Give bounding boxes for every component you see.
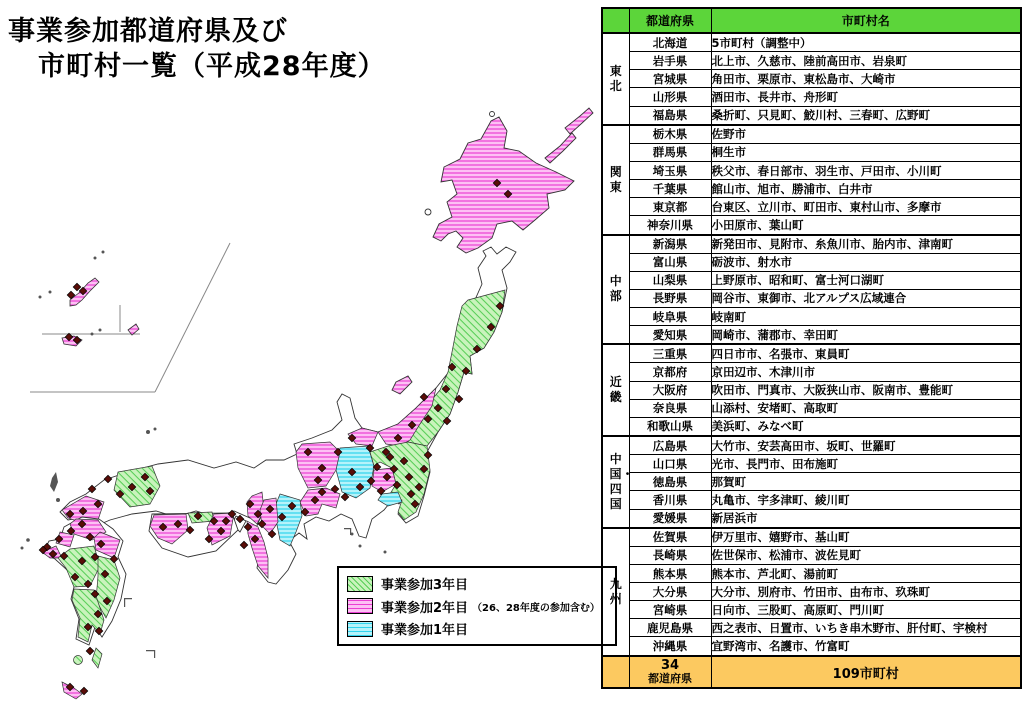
- municipalities-cell: 吹田市、門真市、大阪狭山市、阪南市、豊能町: [711, 381, 1021, 399]
- honshu-colored-prefectures: [62, 290, 505, 578]
- table-row: [602, 381, 1021, 399]
- legend-label: 事業参加1年目: [381, 623, 469, 638]
- table-row: [602, 601, 1021, 619]
- municipalities-cell: 那賀町: [711, 473, 1021, 491]
- table-row: [602, 546, 1021, 564]
- table-footer-row: [602, 656, 1021, 688]
- prefecture-cell: 徳島県: [629, 473, 711, 491]
- table-row: [602, 125, 1021, 144]
- prefecture-cell: 愛知県: [629, 326, 711, 345]
- municipalities-cell: 桐生市: [711, 143, 1021, 161]
- region-label: 中部: [602, 235, 629, 345]
- prefecture-cell: 熊本県: [629, 564, 711, 582]
- prefecture-cell: 大分県: [629, 583, 711, 601]
- table-row: [602, 216, 1021, 235]
- prefecture-cell: 三重県: [629, 344, 711, 363]
- municipalities-cell: 大竹市、安芸高田市、坂町、世羅町: [711, 436, 1021, 455]
- footer-prefecture-total: [629, 656, 711, 688]
- table-row: [602, 161, 1021, 179]
- municipalities-cell: 岐南町: [711, 308, 1021, 326]
- table-header-municipalities: 市町村名: [711, 8, 1021, 33]
- region-label: 近畿: [602, 344, 629, 436]
- prefecture-cell: 宮城県: [629, 70, 711, 88]
- prefecture-cell: 和歌山県: [629, 417, 711, 436]
- table-row: [602, 33, 1021, 52]
- table-row: [602, 436, 1021, 455]
- prefecture-cell: 京都府: [629, 363, 711, 381]
- municipalities-cell: 美浜町、みなべ町: [711, 417, 1021, 436]
- municipalities-cell: 山添村、安堵町、高取町: [711, 399, 1021, 417]
- prefecture-cell: 長野県: [629, 289, 711, 307]
- prefecture-cell: 大阪府: [629, 381, 711, 399]
- table-row: [602, 308, 1021, 326]
- table-row: [602, 637, 1021, 656]
- table-row: [602, 455, 1021, 473]
- table-row: [602, 271, 1021, 289]
- prefecture-table: [601, 7, 1022, 689]
- municipalities-cell: 上野原市、昭和町、富士河口湖町: [711, 271, 1021, 289]
- prefecture-cell: 岐阜県: [629, 308, 711, 326]
- table-row: [602, 106, 1021, 125]
- municipalities-cell: 西之表市、日置市、いちき串木野市、肝付町、宇検村: [711, 619, 1021, 637]
- footer-municipality-total: 109市町村: [711, 656, 1021, 688]
- municipalities-cell: 酒田市、長井市、舟形町: [711, 88, 1021, 106]
- okinawa-inset: [30, 243, 230, 392]
- table-row: [602, 253, 1021, 271]
- table-row: [602, 491, 1021, 509]
- table-row: [602, 399, 1021, 417]
- table-row: [602, 417, 1021, 436]
- municipalities-cell: 大分市、別府市、竹田市、由布市、玖珠町: [711, 583, 1021, 601]
- prefecture-cell: 千葉県: [629, 180, 711, 198]
- municipalities-cell: 5市町村（調整中）: [711, 33, 1021, 52]
- municipalities-cell: 台東区、立川市、町田市、東村山市、多摩市: [711, 198, 1021, 216]
- region-label: 中国・四国: [602, 436, 629, 528]
- municipalities-cell: 佐野市: [711, 125, 1021, 144]
- table-row: [602, 52, 1021, 70]
- legend-item-year2: [347, 597, 609, 616]
- municipalities-cell: 岡谷市、東御市、北アルプス広域連合: [711, 289, 1021, 307]
- prefecture-cell: 福島県: [629, 106, 711, 125]
- legend-item-year3: [347, 574, 609, 593]
- legend-swatch-cyan: [347, 621, 373, 637]
- footer-total-number: 34: [660, 657, 680, 673]
- table-row: [602, 198, 1021, 216]
- prefecture-cell: 栃木県: [629, 125, 711, 144]
- prefecture-cell: 奈良県: [629, 399, 711, 417]
- table-row: [602, 143, 1021, 161]
- prefecture-cell: 新潟県: [629, 235, 711, 254]
- municipalities-cell: 岡崎市、蒲郡市、幸田町: [711, 326, 1021, 345]
- prefecture-cell: 愛媛県: [629, 509, 711, 528]
- municipalities-cell: 熊本市、芦北町、湯前町: [711, 564, 1021, 582]
- table-row: [602, 564, 1021, 582]
- prefecture-cell: 広島県: [629, 436, 711, 455]
- prefecture-cell: 富山県: [629, 253, 711, 271]
- legend-label: 事業参加3年目: [381, 578, 469, 593]
- municipalities-cell: 宜野湾市、名護市、竹富町: [711, 637, 1021, 656]
- municipalities-cell: 光市、長門市、田布施町: [711, 455, 1021, 473]
- map-legend: [337, 566, 617, 646]
- prefecture-cell: 北海道: [629, 33, 711, 52]
- table-row: [602, 289, 1021, 307]
- prefecture-cell: 山形県: [629, 88, 711, 106]
- table-header-row: [602, 8, 1021, 33]
- table-body: [602, 33, 1021, 656]
- footer-total-label: 都道府県: [648, 672, 692, 686]
- municipalities-cell: 京田辺市、木津川市: [711, 363, 1021, 381]
- municipalities-cell: 日向市、三股町、高原町、門川町: [711, 601, 1021, 619]
- table-row: [602, 235, 1021, 254]
- prefecture-cell: 神奈川県: [629, 216, 711, 235]
- municipalities-cell: 北上市、久慈市、陸前高田市、岩泉町: [711, 52, 1021, 70]
- prefecture-cell: 香川県: [629, 491, 711, 509]
- table-row: [602, 180, 1021, 198]
- hokkaido-region: [425, 108, 593, 253]
- prefecture-cell: 埼玉県: [629, 161, 711, 179]
- municipalities-cell: 小田原市、葉山町: [711, 216, 1021, 235]
- prefecture-cell: 宮崎県: [629, 601, 711, 619]
- prefecture-cell: 岩手県: [629, 52, 711, 70]
- table-row: [602, 528, 1021, 547]
- municipalities-cell: 四日市市、名張市、東員町: [711, 344, 1021, 363]
- municipalities-cell: 館山市、旭市、勝浦市、白井市: [711, 180, 1021, 198]
- municipalities-cell: 秩父市、春日部市、羽生市、戸田市、小川町: [711, 161, 1021, 179]
- municipalities-cell: 伊万里市、嬉野市、基山町: [711, 528, 1021, 547]
- municipalities-cell: 桑折町、只見町、鮫川村、三春町、広野町: [711, 106, 1021, 125]
- legend-swatch-green: [347, 576, 373, 592]
- prefecture-cell: 群馬県: [629, 143, 711, 161]
- page-title-line1: 事業参加都道府県及び: [8, 16, 288, 47]
- prefecture-cell: 山口県: [629, 455, 711, 473]
- table-header-region: [602, 8, 629, 33]
- region-label: 九州: [602, 528, 629, 656]
- region-label: 東北: [602, 33, 629, 125]
- municipalities-cell: 新発田市、見附市、糸魚川市、胎内市、津南町: [711, 235, 1021, 254]
- table-row: [602, 70, 1021, 88]
- municipalities-cell: 丸亀市、宇多津町、綾川町: [711, 491, 1021, 509]
- region-label: 関東: [602, 125, 629, 235]
- prefecture-cell: 東京都: [629, 198, 711, 216]
- table-row: [602, 619, 1021, 637]
- legend-note: （26、28年度の参加含む）: [472, 602, 600, 614]
- table-row: [602, 509, 1021, 528]
- municipalities-cell: 角田市、栗原市、東松島市、大崎市: [711, 70, 1021, 88]
- table-row: [602, 326, 1021, 345]
- legend-swatch-pink: [347, 598, 373, 614]
- municipalities-cell: 新居浜市: [711, 509, 1021, 528]
- prefecture-cell: 沖縄県: [629, 637, 711, 656]
- table-row: [602, 344, 1021, 363]
- footer-region-cell: [602, 656, 629, 688]
- municipalities-cell: 佐世保市、松浦市、波佐見町: [711, 546, 1021, 564]
- legend-item-year1: [347, 619, 609, 638]
- table-row: [602, 88, 1021, 106]
- municipalities-cell: 砺波市、射水市: [711, 253, 1021, 271]
- table-row: [602, 583, 1021, 601]
- table-row: [602, 363, 1021, 381]
- prefecture-cell: 山梨県: [629, 271, 711, 289]
- legend-label: 事業参加2年目: [381, 600, 469, 616]
- prefecture-cell: 長崎県: [629, 546, 711, 564]
- table-header-prefecture: 都道府県: [629, 8, 711, 33]
- prefecture-cell: 佐賀県: [629, 528, 711, 547]
- prefecture-cell: 鹿児島県: [629, 619, 711, 637]
- page-title-line2: 市町村一覧（平成28年度）: [38, 51, 386, 83]
- table-row: [602, 473, 1021, 491]
